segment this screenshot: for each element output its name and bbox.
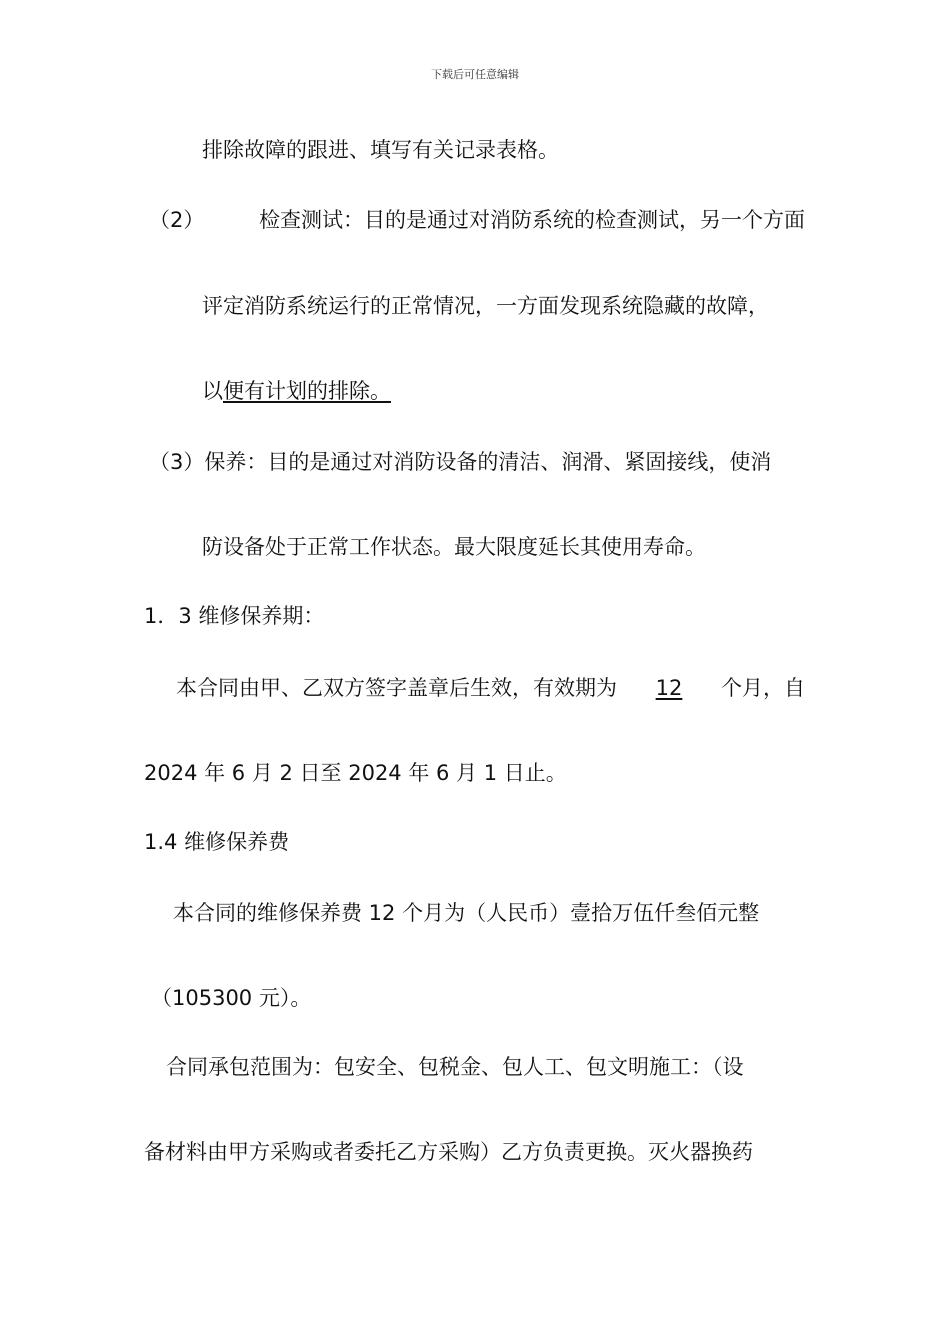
paragraph-line: 2024 年 6 月 2 日至 2024 年 6 月 1 日止。	[144, 761, 567, 785]
paragraph-line: 防设备处于正常工作状态。最大限度延长其使用寿命。	[202, 535, 706, 559]
item-2-line	[149, 206, 805, 234]
text-segment: 本合同由甲、乙双方签字盖章后生效，有效期为	[176, 676, 617, 700]
paragraph-line: 合同承包范围为：包安全、包税金、包人工、包文明施工：（设	[166, 1055, 744, 1079]
page-header: 下载后可任意编辑	[431, 68, 519, 81]
item-number: （2）	[149, 208, 205, 232]
paragraph-line: 本合同的维修保养费 12 个月为（人民币）壹拾万伍仟叁佰元整	[173, 901, 760, 925]
text-segment: 以	[202, 379, 223, 403]
item-3-line: （3）保养：目的是通过对消防设备的清洁、润滑、紧固接线，使消	[149, 450, 772, 474]
text-segment: 个月，自	[720, 676, 805, 700]
item-text: 检查测试：目的是通过对消防系统的检查测试，另一个方面	[259, 208, 805, 232]
paragraph-line: 排除故障的跟进、填写有关记录表格。	[202, 138, 559, 162]
paragraph-line	[176, 674, 805, 702]
underlined-text: 便有计划的排除。	[223, 379, 391, 403]
paragraph-line: 备材料由甲方采购或者委托乙方采购）乙方负责更换。灭火器换药	[144, 1140, 753, 1164]
section-heading: 1.4 维修保养费	[144, 830, 290, 854]
underlined-number: 12	[655, 676, 683, 700]
paragraph-line	[202, 377, 391, 405]
paragraph-line: （105300 元）。	[151, 986, 312, 1010]
section-heading: 1．3 维修保养期：	[144, 604, 325, 628]
paragraph-line: 评定消防系统运行的正常情况，一方面发现系统隐藏的故障，	[202, 294, 769, 318]
